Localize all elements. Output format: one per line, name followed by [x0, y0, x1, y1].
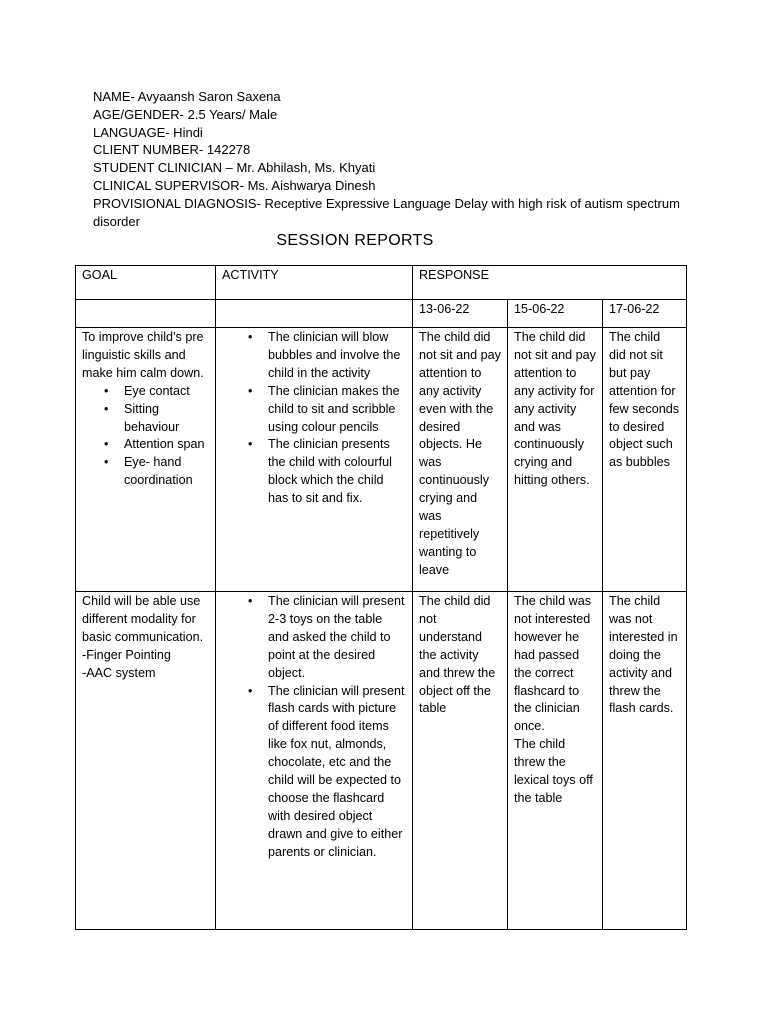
date-cell: 15-06-22 — [508, 300, 603, 328]
list-item: • Attention span — [104, 436, 209, 454]
date-cell: 17-06-22 — [603, 300, 687, 328]
response-cell: The child did not understand the activity and threw the object off the table — [413, 592, 508, 930]
list-item: • Eye- hand coordination — [104, 454, 209, 490]
activity-cell — [216, 328, 413, 592]
list-item: • The clinician will present 2-3 toys on the table and asked the child to point at the desired object. — [248, 593, 406, 683]
goal-line: -Finger Pointing — [82, 647, 171, 662]
response-cell — [508, 592, 603, 930]
date-row — [76, 300, 687, 328]
student-clinician: STUDENT CLINICIAN – Mr. Abhilash, Ms. Khyati — [93, 160, 376, 176]
patient-language: LANGUAGE- Hindi — [93, 124, 203, 140]
response-cell: The child did not sit and pay attention to any activity for any activity and was continuously crying and hitting others. — [508, 328, 603, 592]
list-item: • The clinician will blow bubbles and involve the child in the activity — [248, 329, 406, 383]
provisional-diagnosis: PROVISIONAL DIAGNOSIS- Receptive Expressive Language Delay with high risk of autism spectrum disorder — [93, 195, 680, 229]
table-row — [76, 328, 687, 592]
response-cell: The child was not interested in doing the activity and threw the flash cards. — [603, 592, 687, 930]
activity-header: ACTIVITY — [216, 266, 413, 300]
table-row — [76, 592, 687, 930]
patient-name: NAME- Avyaansh Saron Saxena — [93, 89, 281, 104]
goal-bullet-list — [82, 383, 209, 490]
response-cell: The child did not sit but pay attention for few seconds to desired object such as bubbles — [603, 328, 687, 592]
list-item: • The clinician will present flash cards with picture of different food items like fox nut, almonds, chocolate, etc and the child will be expected to choose the flashcard with desired object drawn and give to either parents or clinician. — [248, 683, 406, 862]
activity-list — [222, 329, 406, 508]
goal-text: Child will be able use different modality for basic communication. — [82, 594, 204, 644]
response-header: RESPONSE — [413, 266, 687, 300]
response-text: The child was not interested however he had passed the correct flashcard to the clinician once. — [514, 594, 591, 734]
patient-age-gender: AGE/GENDER- 2.5 Years/ Male — [93, 106, 278, 122]
list-item: • Eye contact — [104, 383, 209, 401]
list-item: • The clinician makes the child to sit and scribble using colour pencils — [248, 383, 406, 437]
table-header-row — [76, 266, 687, 300]
list-item: • The clinician presents the child with colourful block which the child has to sit and fix. — [248, 436, 406, 508]
goal-text: To improve child’s pre linguistic skills and make him calm down. — [82, 330, 204, 380]
goal-cell — [76, 328, 216, 592]
list-item: • Sitting behaviour — [104, 401, 209, 437]
session-report-table — [75, 265, 687, 930]
patient-info — [93, 88, 693, 230]
goal-line: -AAC system — [82, 665, 156, 680]
goal-header: GOAL — [76, 266, 216, 300]
activity-cell — [216, 592, 413, 930]
client-number: CLIENT NUMBER- 142278 — [93, 142, 251, 158]
page-title: SESSION REPORTS — [276, 232, 434, 249]
response-text: The child threw the lexical toys off the table — [514, 737, 593, 805]
empty-cell — [76, 300, 216, 328]
clinical-supervisor: CLINICAL SUPERVISOR- Ms. Aishwarya Dinesh — [93, 177, 376, 193]
date-cell: 13-06-22 — [413, 300, 508, 328]
response-cell: The child did not sit and pay attention to any activity even with the desired objects. He was continuously crying and was repetitively wanting to leave — [413, 328, 508, 592]
goal-cell — [76, 592, 216, 930]
activity-list — [222, 593, 406, 862]
empty-cell — [216, 300, 413, 328]
